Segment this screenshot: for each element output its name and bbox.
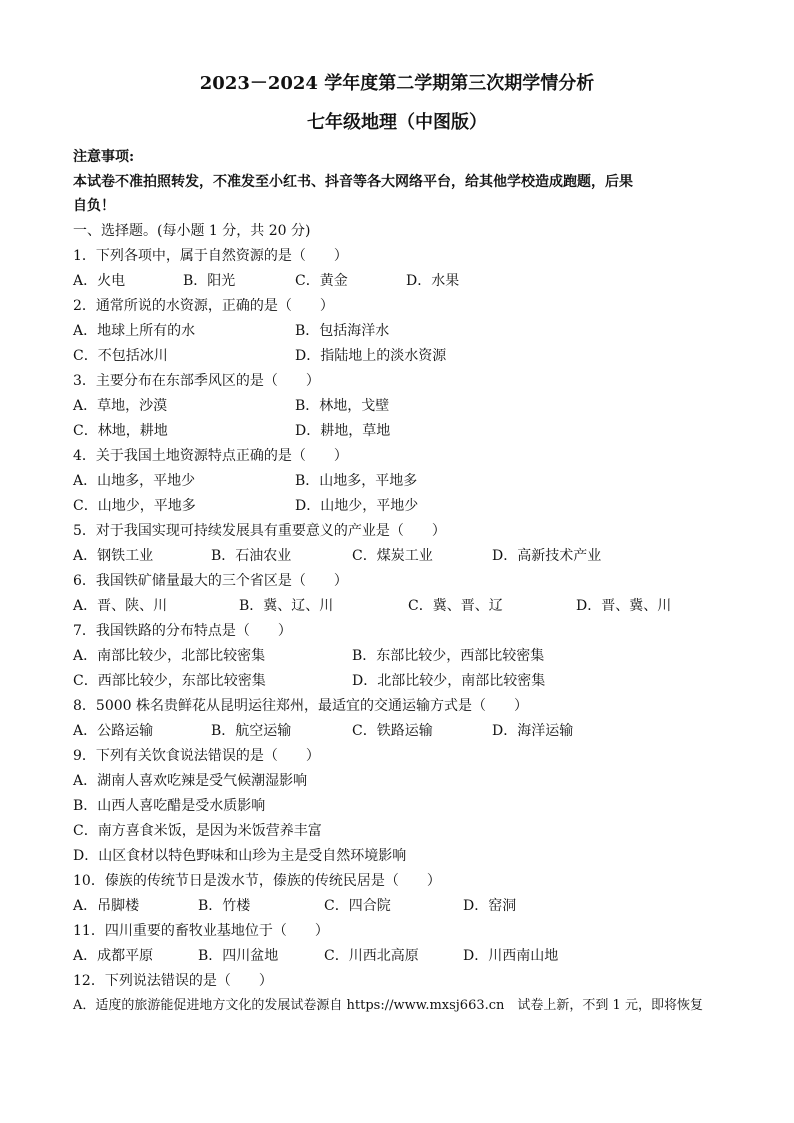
- question-stem: 11．四川重要的畜牧业基地位于（ ）: [73, 923, 329, 939]
- option-row: [73, 546, 754, 566]
- option-row: [73, 346, 754, 366]
- option: B．四川盆地: [198, 948, 279, 964]
- option-row: [73, 471, 754, 491]
- option: B．阳光: [183, 273, 236, 289]
- option: D．高新技术产业: [492, 548, 602, 564]
- option: C．川西北高原: [324, 948, 419, 964]
- notice-label: 注意事项:: [73, 149, 135, 165]
- option-row: [73, 321, 754, 341]
- option: A．草地，沙漠: [73, 398, 168, 414]
- option: D．指陆地上的淡水资源: [295, 348, 447, 364]
- exam-subtitle: 七年级地理（中图版）: [307, 112, 487, 133]
- question-stem: 9．下列有关饮食说法错误的是（ ）: [73, 748, 320, 764]
- question-stem: 3．主要分布在东部季风区的是（ ）: [73, 373, 320, 389]
- option-row: [73, 271, 754, 291]
- option: A．成都平原: [73, 948, 154, 964]
- notice-text-line1: 本试卷不准拍照转发，不准发至小红书、抖音等各大网络平台，给其他学校造成跑题，后果: [73, 174, 633, 190]
- option: C．铁路运输: [352, 723, 433, 739]
- option: A．湖南人喜欢吃辣是受气候潮湿影响: [73, 773, 308, 789]
- option: B．竹楼: [198, 898, 251, 914]
- notice-text-line2: 自负！: [73, 198, 115, 214]
- option: B．东部比较少，西部比较密集: [352, 648, 545, 664]
- option: A．山地多，平地少: [73, 473, 196, 489]
- option: C．四合院: [324, 898, 391, 914]
- option: B．山西人喜吃醋是受水质影响: [73, 798, 266, 814]
- option: A．吊脚楼: [73, 898, 140, 914]
- option: B．林地，戈壁: [295, 398, 390, 414]
- option: D．窑洞: [463, 898, 517, 914]
- question-stem: 12．下列说法错误的是（ ）: [73, 973, 273, 989]
- option-row: [73, 946, 754, 966]
- option: C．黄金: [295, 273, 348, 289]
- option: A．适度的旅游能促进地方文化的发展试卷源自 https://www.mxsj663.cn 试卷上新，不到 1 元，即将恢复: [73, 998, 703, 1013]
- option: A．钢铁工业: [73, 548, 154, 564]
- option: D．山区食材以特色野味和山珍为主是受自然环境影响: [73, 848, 407, 864]
- option: C．不包括冰川: [73, 348, 168, 364]
- option: A．公路运输: [73, 723, 154, 739]
- question-stem: 5．对于我国实现可持续发展具有重要意义的产业是（ ）: [73, 523, 446, 539]
- question-stem: 8．5000 株名贵鲜花从昆明运往郑州，最适宜的交通运输方式是（ ）: [73, 698, 528, 714]
- option: A．火电: [73, 273, 126, 289]
- option: C．南方喜食米饭，是因为米饭营养丰富: [73, 823, 322, 839]
- option: B．冀、辽、川: [239, 598, 334, 614]
- option-row: [73, 396, 754, 416]
- option: D．川西南山地: [463, 948, 559, 964]
- option: D．晋、冀、川: [576, 598, 672, 614]
- option-row: [73, 646, 754, 666]
- option: D．水果: [406, 273, 460, 289]
- option: B．航空运输: [211, 723, 292, 739]
- option: C．冀、晋、辽: [408, 598, 503, 614]
- option: D．耕地，草地: [295, 423, 391, 439]
- option: C．西部比较少，东部比较密集: [73, 673, 266, 689]
- question-stem: 7．我国铁路的分布特点是（ ）: [73, 623, 292, 639]
- option-row: [73, 896, 754, 916]
- question-stem: 10．傣族的传统节日是泼水节，傣族的传统民居是（ ）: [73, 873, 441, 889]
- option-row: [73, 421, 754, 441]
- option: C．煤炭工业: [352, 548, 433, 564]
- exam-title: 2023－2024 学年度第二学期第三次期学情分析: [199, 73, 595, 94]
- option-row: [73, 721, 754, 741]
- option: A．南部比较少，北部比较密集: [73, 648, 266, 664]
- option: B．石油农业: [211, 548, 292, 564]
- section-heading: 一、选择题。(每小题 1 分，共 20 分): [73, 223, 311, 239]
- question-stem: 2．通常所说的水资源，正确的是（ ）: [73, 298, 334, 314]
- option: D．海洋运输: [492, 723, 574, 739]
- option: B．山地多，平地多: [295, 473, 418, 489]
- question-stem: 6．我国铁矿储量最大的三个省区是（ ）: [73, 573, 348, 589]
- option: C．山地少，平地多: [73, 498, 196, 514]
- option: D．北部比较少，南部比较密集: [352, 673, 546, 689]
- option: A．地球上所有的水: [73, 323, 196, 339]
- option-row: [73, 596, 754, 616]
- option: C．林地，耕地: [73, 423, 168, 439]
- option-row: [73, 671, 754, 691]
- option: D．山地少，平地少: [295, 498, 419, 514]
- option: A．晋、陕、川: [73, 598, 168, 614]
- question-stem: 1．下列各项中，属于自然资源的是（ ）: [73, 248, 348, 264]
- question-stem: 4．关于我国土地资源特点正确的是（ ）: [73, 448, 348, 464]
- option-row: [73, 496, 754, 516]
- option: B．包括海洋水: [295, 323, 390, 339]
